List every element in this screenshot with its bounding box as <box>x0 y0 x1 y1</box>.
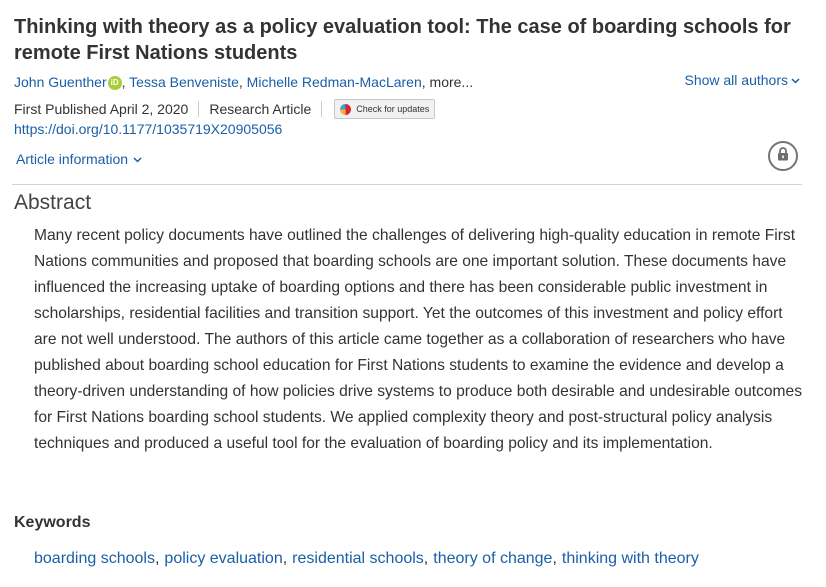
keywords-heading: Keywords <box>14 514 91 531</box>
meta-divider <box>198 101 199 117</box>
published-date: First Published April 2, 2020 <box>14 101 189 117</box>
keyword-link[interactable]: residential schools <box>292 550 424 567</box>
show-all-authors-button[interactable] <box>684 70 800 92</box>
keyword-separator: , <box>552 550 557 567</box>
keyword-list <box>34 548 699 570</box>
abstract-text: Many recent policy documents have outlined the challenges of delivering high-quality education in remote First Nations communities and proposed that boarding schools are one important solution. These documents have influenced the increasing uptake of boarding options and there has been considerable public investment in scholarships, residential facilities and transition support. Yet the outcomes of this investment and policy effort are not well understood. The authors of this article came together as a collaboration of researchers who have published about boarding school education for First Nations students to examine the evidence and develop a theory-driven understanding of how policies drive systems to produce both desirable and undesirable outcomes for First Nations boarding school students. We applied complexity theory and post-structural policy analysis techniques and produced a useful tool for the evaluation of boarding policy and its implementation. <box>34 227 802 452</box>
author-link[interactable]: Tessa Benveniste <box>129 74 239 90</box>
abstract-heading: Abstract <box>14 191 92 214</box>
chevron-down-icon <box>133 151 142 171</box>
article-information-label: Article information <box>16 151 129 167</box>
keyword-link[interactable]: thinking with theory <box>561 550 699 567</box>
meta-divider <box>321 101 322 117</box>
lock-icon <box>777 147 789 166</box>
check-for-updates-label: Check for updates <box>356 104 430 114</box>
keyword-separator: , <box>423 550 429 567</box>
keyword-link[interactable]: boarding schools <box>34 550 155 567</box>
author-separator: , <box>121 74 130 90</box>
author-separator: , <box>421 74 430 90</box>
author-link[interactable]: Michelle Redman-MacLaren <box>246 74 422 90</box>
more-authors-text: more... <box>429 74 474 90</box>
keyword-separator: , <box>154 550 160 567</box>
check-for-updates-button[interactable] <box>334 99 435 119</box>
doi-link[interactable]: https://doi.org/10.1177/1035719X20905056 <box>14 121 283 137</box>
article-type: Research Article <box>209 101 312 117</box>
show-all-authors-label: Show all authors <box>684 72 788 88</box>
orcid-icon[interactable]: iD <box>108 76 122 90</box>
keyword-separator: , <box>282 550 288 567</box>
keyword-link[interactable]: policy evaluation <box>164 550 283 567</box>
crossmark-icon <box>340 104 351 115</box>
author-list <box>14 72 473 92</box>
author-link[interactable]: John Guenther <box>14 74 107 90</box>
keyword-link[interactable]: theory of change <box>433 550 553 567</box>
publication-meta <box>14 99 435 119</box>
article-title: Thinking with theory as a policy evaluation tool: The case of boarding schools for remote First Nations students <box>14 16 791 64</box>
chevron-down-icon <box>791 72 800 92</box>
section-divider <box>12 184 802 185</box>
access-lock-button[interactable] <box>768 141 798 171</box>
article-information-toggle[interactable] <box>16 149 142 171</box>
author-separator: , <box>238 74 247 90</box>
